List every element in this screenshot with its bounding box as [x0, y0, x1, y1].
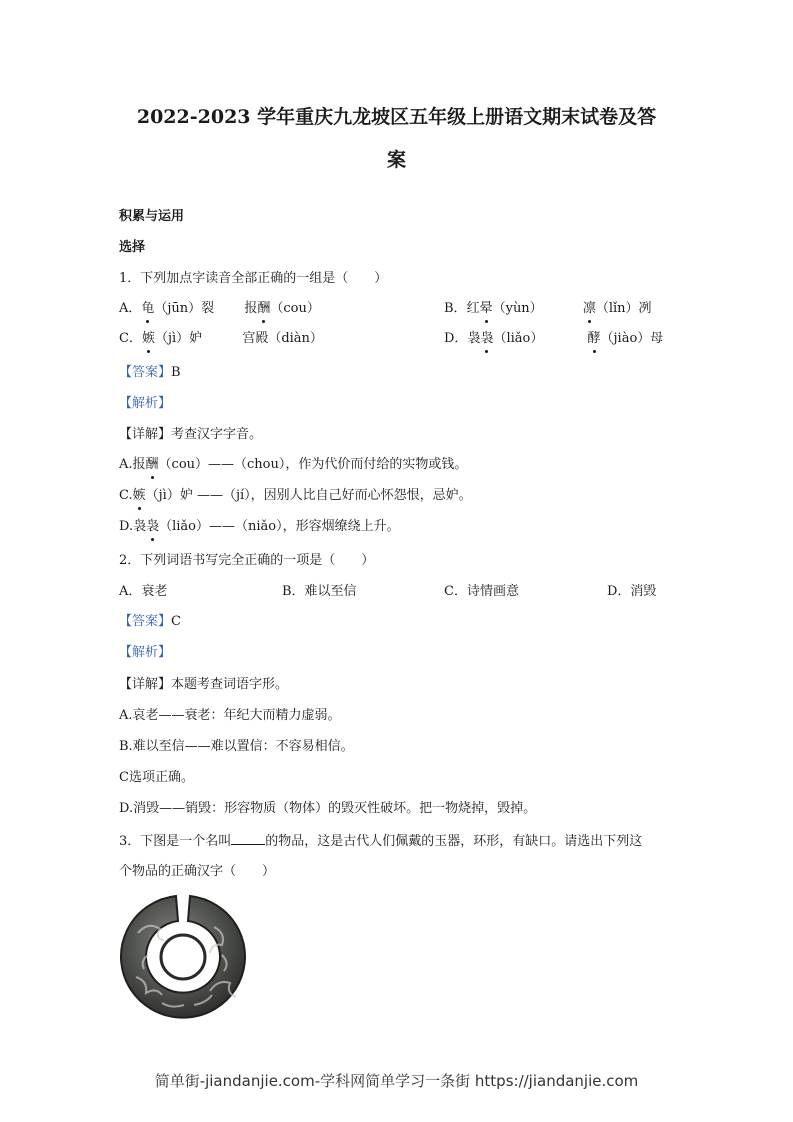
answer-value: B — [171, 365, 181, 380]
option-text: 报 — [244, 301, 258, 316]
option-text: （yùn） — [492, 301, 543, 316]
section-subheading: 选择 — [119, 240, 146, 255]
q1-option-c — [119, 330, 323, 348]
q2-analysis-tag: 【解析】 — [119, 645, 172, 660]
expl-text: （liǎo）——（niǎo），形容烟缭绕上升。 — [159, 519, 400, 534]
detail-text: 考查汉字字音。 — [171, 427, 263, 442]
q2-explanation-c: C选项正确。 — [119, 770, 194, 785]
option-text: （jiào）母 — [600, 331, 664, 346]
detail-tag: 【详解】 — [119, 427, 172, 442]
dotted-char: 酬 — [257, 301, 271, 316]
option-text: （jì）妒 — [154, 331, 203, 346]
footer-watermark: 简单街-jiandanjie.com-学科网简单学习一条街 https://jiandanjie.com — [154, 1072, 639, 1090]
expl-text: （jì）妒 ——（jí），因别人比自己好而心怀怨恨，忌妒。 — [145, 488, 472, 503]
q2-option-c: C．诗情画意 — [444, 584, 519, 599]
dotted-char: 嫉 — [141, 331, 155, 346]
option-text: （cou） — [270, 301, 320, 316]
expl-text: （cou）——（chou），作为代价而付给的实物或钱。 — [158, 457, 468, 472]
q1-explanation-d — [119, 518, 400, 536]
option-prefix: D． — [444, 331, 468, 346]
q1-answer — [119, 364, 181, 382]
answer-value: C — [171, 614, 181, 629]
page-title-line-1: 2022-2023 学年重庆九龙坡区五年级上册语文期末试卷及答 — [136, 106, 657, 128]
q2-explanation-d: D.消毁——销毁：形容物质（物体）的毁灭性破坏。把一物烧掉，毁掉。 — [119, 801, 537, 816]
q1-option-d — [444, 330, 663, 348]
dotted-char: 嫉 — [132, 488, 146, 503]
option-prefix: B． — [444, 301, 467, 316]
page-title-line-2: 案 — [386, 149, 406, 171]
q3-stem — [119, 832, 642, 851]
q2-option-d: D．消毁 — [607, 584, 657, 599]
dotted-char: 龟 — [141, 301, 155, 316]
dotted-char: 凛 — [582, 301, 596, 316]
option-text: （jūn）裂 — [154, 301, 215, 316]
q2-option-b: B．难以至信 — [282, 584, 357, 599]
q2-option-a: A．衰老 — [119, 584, 168, 599]
dotted-char: 晕 — [479, 301, 493, 316]
q2-answer — [119, 613, 181, 631]
dotted-char: 袅 — [146, 519, 160, 534]
q1-option-b — [444, 300, 652, 318]
option-text: （liǎo） — [493, 331, 544, 346]
q1-explanation-c — [119, 487, 472, 505]
detail-tag: 【详解】 — [119, 677, 172, 692]
q3-stem-line-2: 个物品的正确汉字（ ） — [119, 864, 276, 879]
q1-detail — [119, 426, 262, 444]
option-text: （lǐn）冽 — [595, 301, 652, 316]
answer-tag: 【答案】 — [119, 365, 172, 380]
dotted-char: 酬 — [145, 457, 159, 472]
dotted-char: 袅 — [480, 331, 494, 346]
q1-option-a — [119, 300, 320, 318]
option-prefix: A． — [119, 301, 142, 316]
q2-stem: 2．下列词语书写完全正确的一项是（ ） — [119, 553, 375, 568]
expl-text: C. — [119, 488, 133, 503]
stem-text: 的物品，这是古代人们佩戴的玉器，环形，有缺口。请选出下列这 — [265, 834, 643, 849]
answer-tag: 【答案】 — [119, 614, 172, 629]
stem-text: 3．下图是一个名叫 — [119, 834, 232, 849]
expl-text: D.袅 — [119, 519, 147, 534]
section-heading: 积累与运用 — [119, 209, 185, 224]
detail-text: 本题考查词语字形。 — [171, 677, 289, 692]
jade-jue-ring-image — [118, 893, 250, 1021]
q1-analysis-tag: 【解析】 — [119, 396, 172, 411]
q1-explanation-a — [119, 456, 467, 474]
option-prefix: C． — [119, 331, 142, 346]
option-text: 宫殿（diàn） — [242, 331, 323, 346]
answer-blank — [231, 832, 265, 845]
q2-detail — [119, 676, 288, 694]
dotted-char: 酵 — [587, 331, 601, 346]
expl-text: A.报 — [119, 457, 146, 472]
q2-explanation-a: A.哀老——衰老：年纪大而精力虚弱。 — [119, 708, 341, 723]
option-text: 袅 — [467, 331, 481, 346]
q1-stem: 1．下列加点字读音全部正确的一组是（ ） — [119, 271, 388, 286]
q2-explanation-b: B.难以至信——难以置信：不容易相信。 — [119, 739, 354, 754]
option-text: 红 — [466, 301, 480, 316]
